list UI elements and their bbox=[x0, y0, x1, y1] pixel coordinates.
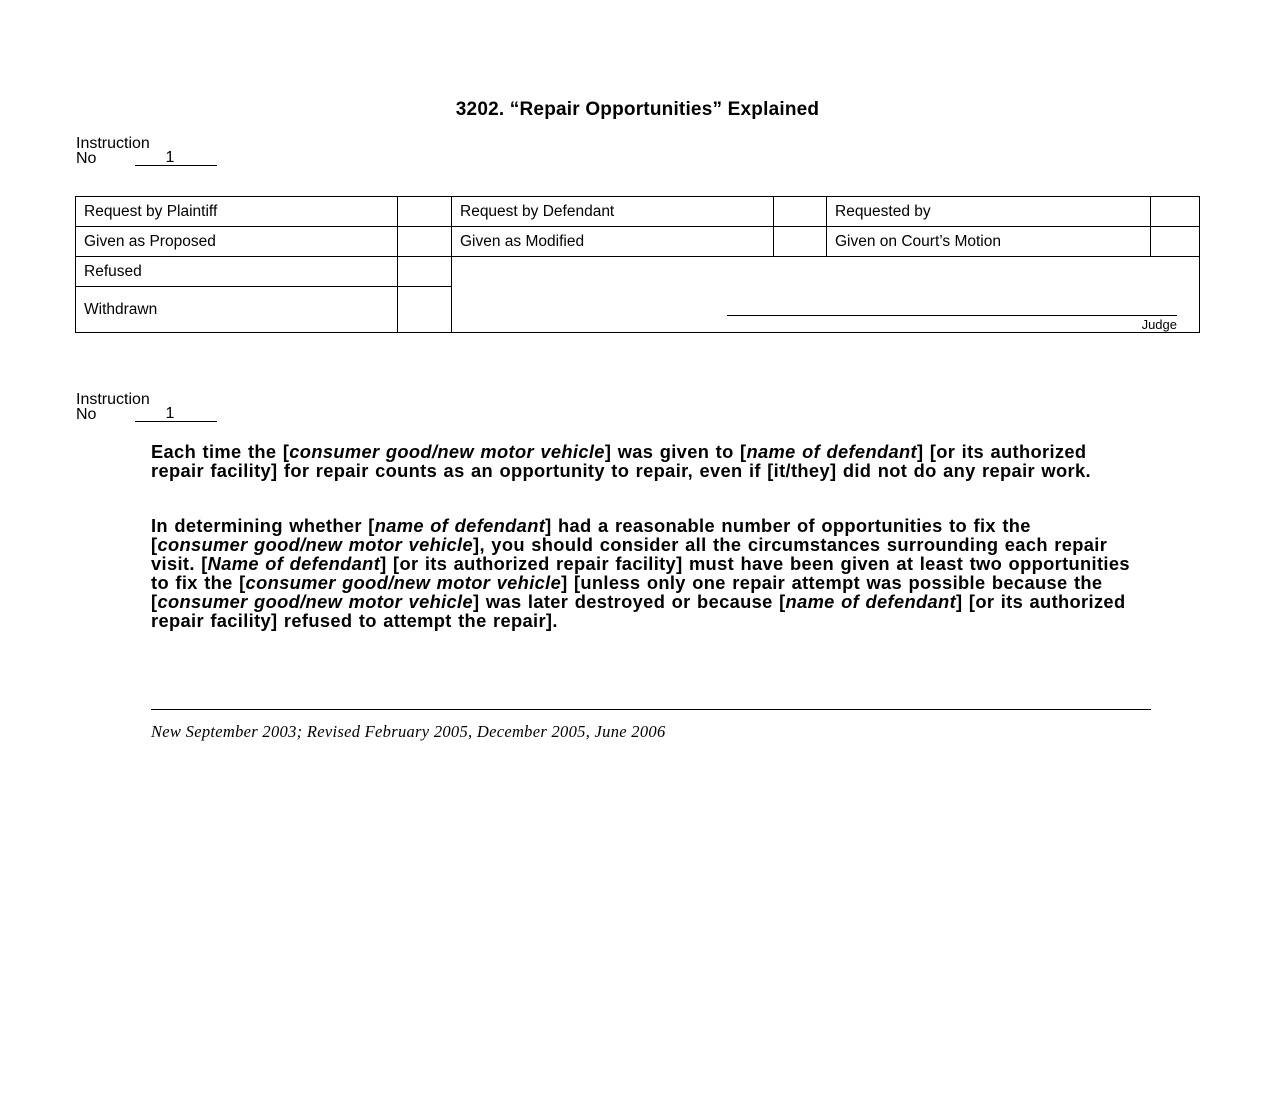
instruction-no-value: 1 bbox=[135, 407, 217, 422]
page-title: 3202. “Repair Opportunities” Explained bbox=[455, 99, 820, 120]
given-on-courts-motion-checkbox[interactable] bbox=[1151, 227, 1199, 256]
requested-by-label: Requested by bbox=[835, 202, 931, 220]
body-text-segment: ] [or its authorized repair facility] must have been given at least two opportunities to fix the [ bbox=[151, 553, 1130, 593]
instruction-no-label: No bbox=[76, 406, 97, 423]
body-text-segment: Each time the [ bbox=[151, 441, 290, 462]
judge-label: Judge bbox=[1141, 317, 1177, 332]
request-by-defendant-checkbox[interactable] bbox=[774, 197, 826, 226]
placeholder-text: name of defendant bbox=[746, 441, 917, 462]
placeholder-text: Name of defendant bbox=[207, 553, 381, 574]
instruction-paragraph-2 bbox=[151, 516, 1131, 630]
given-as-proposed-label: Given as Proposed bbox=[84, 232, 216, 250]
body-text-segment: ] [or its authorized repair facility] for repair counts as an opportunity to repair, even if [it/they] did not do any repair work. bbox=[151, 441, 1091, 481]
instruction-no-value: 1 bbox=[135, 151, 217, 166]
placeholder-text: consumer good/new motor vehicle bbox=[157, 591, 473, 612]
placeholder-text: consumer good/new motor vehicle bbox=[245, 572, 562, 593]
given-as-modified-checkbox[interactable] bbox=[774, 227, 826, 256]
placeholder-text: name of defendant bbox=[374, 515, 546, 536]
withdrawn-label: Withdrawn bbox=[84, 300, 158, 318]
placeholder-text: consumer good/new motor vehicle bbox=[289, 441, 605, 462]
instruction-no-label: No bbox=[76, 150, 97, 167]
body-text-segment: ] had a reasonable number of opportunities to fix the [ bbox=[151, 515, 1031, 555]
given-as-modified-label: Given as Modified bbox=[460, 232, 585, 250]
requested-by-checkbox[interactable] bbox=[1151, 197, 1199, 226]
given-as-proposed-checkbox[interactable] bbox=[398, 227, 451, 256]
withdrawn-checkbox[interactable] bbox=[398, 287, 451, 332]
instruction-label: Instruction bbox=[76, 391, 150, 408]
instruction-label: Instruction bbox=[76, 135, 150, 152]
divider bbox=[151, 709, 1151, 710]
history-note: New September 2003; Revised February 2005, December 2005, June 2006 bbox=[151, 722, 666, 741]
paragraph-text bbox=[151, 516, 1131, 630]
request-by-plaintiff-label: Request by Plaintiff bbox=[84, 202, 218, 220]
body-text-segment: ] [or its authorized repair facility] refused to attempt the repair]. bbox=[151, 591, 1126, 631]
disposition-form bbox=[75, 196, 1200, 333]
paragraph-text bbox=[151, 442, 1131, 480]
body-text-segment: In determining whether [ bbox=[151, 515, 375, 536]
body-text-segment: ] was given to [ bbox=[604, 441, 747, 462]
body-text-segment: ] was later destroyed or because [ bbox=[473, 591, 786, 612]
refused-label: Refused bbox=[84, 262, 142, 280]
refused-checkbox[interactable] bbox=[398, 257, 451, 286]
body-text-segment: ] [unless only one repair attempt was possible because the [ bbox=[151, 572, 1103, 612]
placeholder-text: consumer good/new motor vehicle bbox=[157, 534, 473, 555]
instruction-number-block-body bbox=[76, 392, 217, 422]
request-by-defendant-label: Request by Defendant bbox=[460, 202, 615, 220]
given-on-courts-motion-label: Given on Court’s Motion bbox=[835, 232, 1001, 250]
body-text-segment: ], you should consider all the circumstances surrounding each repair visit. [ bbox=[151, 534, 1108, 574]
placeholder-text: name of defendant bbox=[785, 591, 957, 612]
request-by-plaintiff-checkbox[interactable] bbox=[398, 197, 451, 226]
instruction-number-block-top bbox=[76, 136, 217, 166]
instruction-paragraph-1 bbox=[151, 442, 1131, 480]
judge-signature-line[interactable] bbox=[727, 315, 1177, 316]
